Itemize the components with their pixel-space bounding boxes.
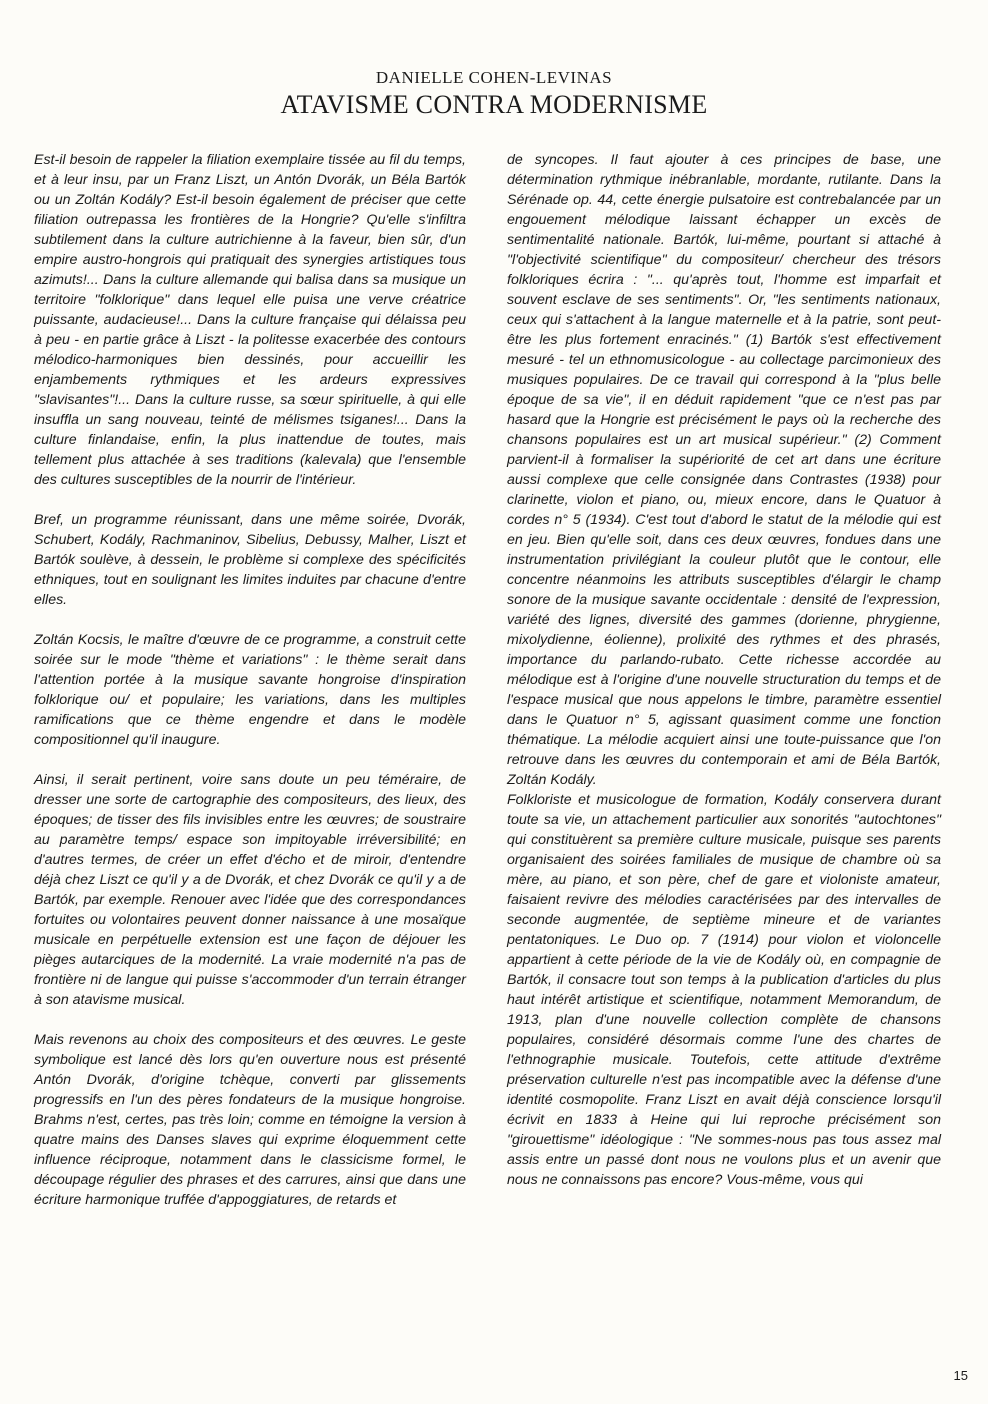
paragraph: Folkloriste et musicologue de formation, Kodály conservera durant toute sa vie, un attachement particulier aux sonorités "autochtones" qui constituèrent sa première culture musicale, puisque ses parents organisaient des soirées familiales de musique de chambre où sa mère, au piano, et son père, chef de gare et violoniste amateur, faisaient revivre des mélodies caractérisées par des intervalles de seconde augmentée, de septième mineure et de variantes pentatoniques. Le Duo op. 7 (1914) pour violon et violoncelle appartient à cette période de la vie de Kodály où, en compagnie de Bartók, il consacre tout son temps à la publication d'articles du plus haut intérêt artistique et scientifique, notamment Memorandum, de 1913, plan d'une nouvelle collection complète de chansons populaires, considéré désormais comme l'une des chartes de l'ethnographie musicale. Toutefois, cette attitude d'extrême préservation culturelle n'est pas incompatible avec la défense d'une identité cosmopolite. Franz Liszt en avait déjà conscience lorsqu'il écrivit en 1833 à Heine qui lui reproche précisément son "girouettisme" idéologique : "Ne sommes-nous pas tous assez mal assis entre un passé dont nous ne voulons plus et un avenir que nous ne connaissons pas encore? Vous-même, vous qui (507, 792, 941, 1188)
paragraph: Mais revenons au choix des compositeurs et des œuvres. Le geste symbolique est lancé dès lors qu'en ouverture nous est présenté Antón Dvorák, d'origine tchèque, converti par glissements progressifs en l'un des pères fondateurs de la musique hongroise. Brahms n'est, certes, pas très loin; comme en témoigne la version à quatre mains des Danses slaves qui exprime éloquemment cette influence réciproque, notamment dans le classicisme formel, le découpage régulier des phrases et des carrures, ainsi que dans une écriture harmonique truffée d'appoggiatures, de retards et (34, 1032, 466, 1208)
article-header (0, 68, 988, 120)
paragraph: Ainsi, il serait pertinent, voire sans doute un peu téméraire, de dresser une sorte de cartographie des compositeurs, des lieux, des époques; de tisser des fils invisibles entre les œuvres; de soustraire au paramètre temps/ espace son impitoyable irréversibilité; en d'autres termes, de créer un effet d'écho et de miroir, d'entendre déjà chez Liszt ce qu'il y a de Dvorák, et chez Dvorák ce qu'il y a de Bartók, par exemple. Renouer avec l'idée que des correspondances fortuites ou volontaires peuvent donner naissance à une mosaïque musicale en perpétuelle extension est une façon de déjouer les pièges autarciques de la modernité. La vraie modernité n'a pas de frontière ni de langue qui puisse s'accommoder d'un terrain étranger à son atavisme musical. (34, 772, 466, 1008)
left-column (34, 150, 466, 1210)
article-title: ATAVISME CONTRA MODERNISME (280, 90, 708, 119)
paragraph: Est-il besoin de rappeler la filiation exemplaire tissée au fil du temps, et à leur insu, par un Franz Liszt, un Antón Dvorák, un Béla Bartók ou un Zoltán Kodály? Est-il besoin également de préciser que cette filiation outrepassa les frontières de la Hongrie? Qu'elle s'infiltra subtilement dans la culture autrichienne à la faveur, bien sûr, d'un empire austro-hongrois qui pratiquait des synergies artistiques tous azimuts!... Dans la culture allemande qui balisa dans sa musique un territoire "folklorique" dans lequel elle puisa une verve créatrice puissante, audacieuse!... Dans la culture française qui délaissa peu à peu - en partie grâce à Liszt - la politesse exacerbée des contours mélodico-harmoniques bien dessinés, pour accueillir les enjambements rythmiques et les ardeurs expressives "slavisantes"!... Dans la culture russe, sa sœur spirituelle, à qui elle insuffla un sang nouveau, teinté de mélismes tsiganes!... Dans la culture finlandaise, enfin, la plus inattendue de toutes, mais tellement plus attachée à ses traditions (kalevala) que l'ensemble des cultures susceptibles de la nourrir de l'intérieur. (34, 152, 466, 488)
page-number: 15 (953, 1368, 968, 1383)
paragraph: Zoltán Kocsis, le maître d'œuvre de ce programme, a construit cette soirée sur le mode "thème et variations" : le thème serait dans l'attention portée à la musique savante hongroise d'inspiration folklorique ou/ et populaire; les variations, dans les multiples ramifications que ce thème engendre et dans le modèle compositionnel qu'il inaugure. (34, 632, 466, 748)
paragraph: Bref, un programme réunissant, dans une même soirée, Dvorák, Schubert, Kodály, Rachmaninov, Sibelius, Debussy, Malher, Liszt et Bartók soulève, à dessein, le problème si complexe des spécificités ethniques, tout en soulignant les limites induites par chacune d'entre elles. (34, 512, 466, 608)
paragraph: de syncopes. Il faut ajouter à ces principes de base, une détermination rythmique inébranlable, mordante, rutilante. Dans la Sérénade op. 44, cette énergie pulsatoire est contrebalancée par un engouement mélodique laissant échapper un excès de sentimentalité nationale. Bartók, lui-même, pourtant si attaché à "l'objectivité scientifique" du compositeur/ chercheur des trésors folkloriques écrira : "... qu'après tout, l'homme est imparfait et souvent esclave de ses sentiments". Or, "les sentiments nationaux, ceux qui s'attachent à la langue maternelle et à la patrie, sont peut-être les plus fortement enracinés." (1) Bartók s'est effectivement mesuré - tel un ethnomusicologue - au collectage parcimonieux des musiques populaires. De ce travail qui correspond à la "plus belle époque de sa vie", il en déduit rapidement "que ce n'est pas par hasard que la Hongrie est précisément le pays où la recherche des chansons populaires est un art musical supérieur." (2) Comment parvient-il à formaliser la supériorité de cet art dans une écriture aussi complexe que celle consignée dans Contrastes (1938) pour clarinette, violon et piano, ou, mieux encore, dans le Quatuor à cordes n° 5 (1934). C'est tout d'abord le statut de la mélodie qui est en jeu. Bien qu'elle soit, dans ces deux œuvres, fondues dans une instrumentation privilégiant la couleur plutôt que le contour, elle concentre néanmoins les attributs susceptibles d'élargir le champ sonore de la musique savante occidentale : densité de l'expression, variété des lignes, diversité des gammes (dorienne, phrygienne, mixolydienne, éolienne), prolixité des rythmes et des phrasés, importance du parlando-rubato. Cette richesse accordée au mélodique est à l'origine d'une nouvelle structuration du temps et de l'espace musical que nous appelons le timbre, paramètre essentiel dans le Quatuor n° 5, agissant quasiment comme une fonction thématique. La mélodie acquiert ainsi une toute-puissance que l'on retrouve dans les œuvres du contemporain et ami de Béla Bartók, Zoltán Kodály. (507, 152, 941, 788)
author-name: DANIELLE COHEN-LEVINAS (375, 68, 613, 87)
right-column (507, 150, 941, 1190)
